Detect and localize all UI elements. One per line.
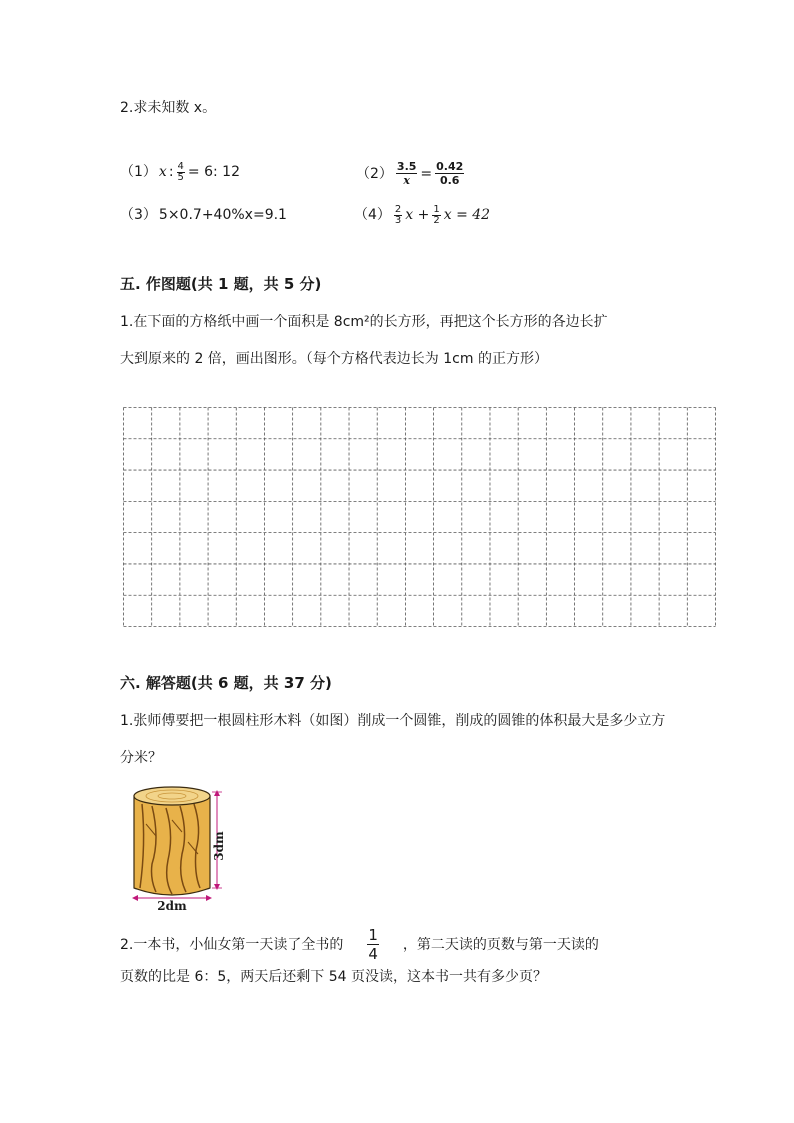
equation-1-fraction (177, 162, 185, 183)
question-2-fraction (367, 926, 379, 963)
equation-4-fraction-a (394, 205, 402, 226)
fraction-numerator: 1 (433, 203, 440, 215)
equation-3-label: （3） (120, 207, 157, 223)
equation-2-label: （2） (356, 165, 393, 182)
cylinder-log-illustration (122, 784, 234, 912)
equation-4-fraction-b (432, 205, 440, 226)
section-6-heading: 六. 解答题(共 6 题，共 37 分) (120, 674, 332, 692)
section-6-question-2-line-1 (120, 926, 599, 963)
equation-2-equals: = (420, 165, 433, 182)
fraction-numerator: 0.42 (436, 160, 464, 173)
drawing-grid[interactable] (123, 407, 716, 627)
section-6-question-2-line-2: 页数的比是 6：5，两天后还剩下 54 页没读，这本书一共有多少页？ (120, 969, 547, 985)
section-5-heading: 五. 作图题(共 1 题，共 5 分) (120, 275, 322, 293)
height-label: 3dm (212, 831, 226, 861)
fraction-numerator: 1 (368, 926, 378, 944)
equation-4-term-b: x = 42 (443, 207, 491, 223)
fraction-denominator: 5 (177, 171, 184, 183)
equation-3 (120, 203, 287, 227)
width-label: 2dm (157, 899, 187, 912)
section-5-question-line-2: 大到原来的 2 倍，画出图形。（每个方格代表边长为 1cm 的正方形） (120, 351, 548, 367)
fraction-denominator: 4 (368, 945, 378, 963)
equation-4 (354, 203, 490, 227)
fraction-numerator: 3.5 (396, 160, 417, 173)
fraction-numerator: 4 (177, 160, 184, 172)
equation-4-term-a: x + (405, 207, 430, 223)
fraction-denominator: 2 (433, 214, 440, 226)
fraction-denominator: x (403, 174, 410, 187)
equation-1-label: （1） (120, 164, 157, 180)
section-6-question-1-line-1: 1.张师傅要把一根圆柱形木料（如图）削成一个圆锥，削成的圆锥的体积最大是多少立方 (120, 713, 666, 729)
equation-2-right-fraction (435, 160, 464, 187)
equation-1-rhs: = 6: 12 (187, 164, 240, 180)
question-2-text-b: ，第二天读的页数与第一天读的 (402, 936, 599, 953)
equation-1-colon: : (168, 164, 174, 180)
equation-4-label: （4） (354, 207, 391, 223)
fraction-denominator: 0.6 (439, 174, 460, 187)
section-5-question-line-1: 1.在下面的方格纸中画一个面积是 8cm²的长方形，再把这个长方形的各边长扩 (120, 314, 608, 330)
wood-log-figure (122, 784, 234, 912)
fraction-numerator: 2 (394, 203, 402, 215)
equation-3-text: 5×0.7+40%x=9.1 (158, 207, 287, 223)
question-2-title: 2.求未知数 x。 (120, 100, 217, 116)
grid-lines (123, 407, 716, 627)
fraction-denominator: 3 (394, 214, 402, 226)
question-2-text-a: 2.一本书，小仙女第一天读了全书的 (120, 936, 344, 953)
equation-2-left-fraction (396, 160, 418, 187)
equation-2 (356, 160, 465, 187)
section-6-question-1-line-2: 分米？ (120, 750, 162, 766)
equation-1 (120, 160, 240, 184)
equation-1-var: x (158, 164, 167, 180)
